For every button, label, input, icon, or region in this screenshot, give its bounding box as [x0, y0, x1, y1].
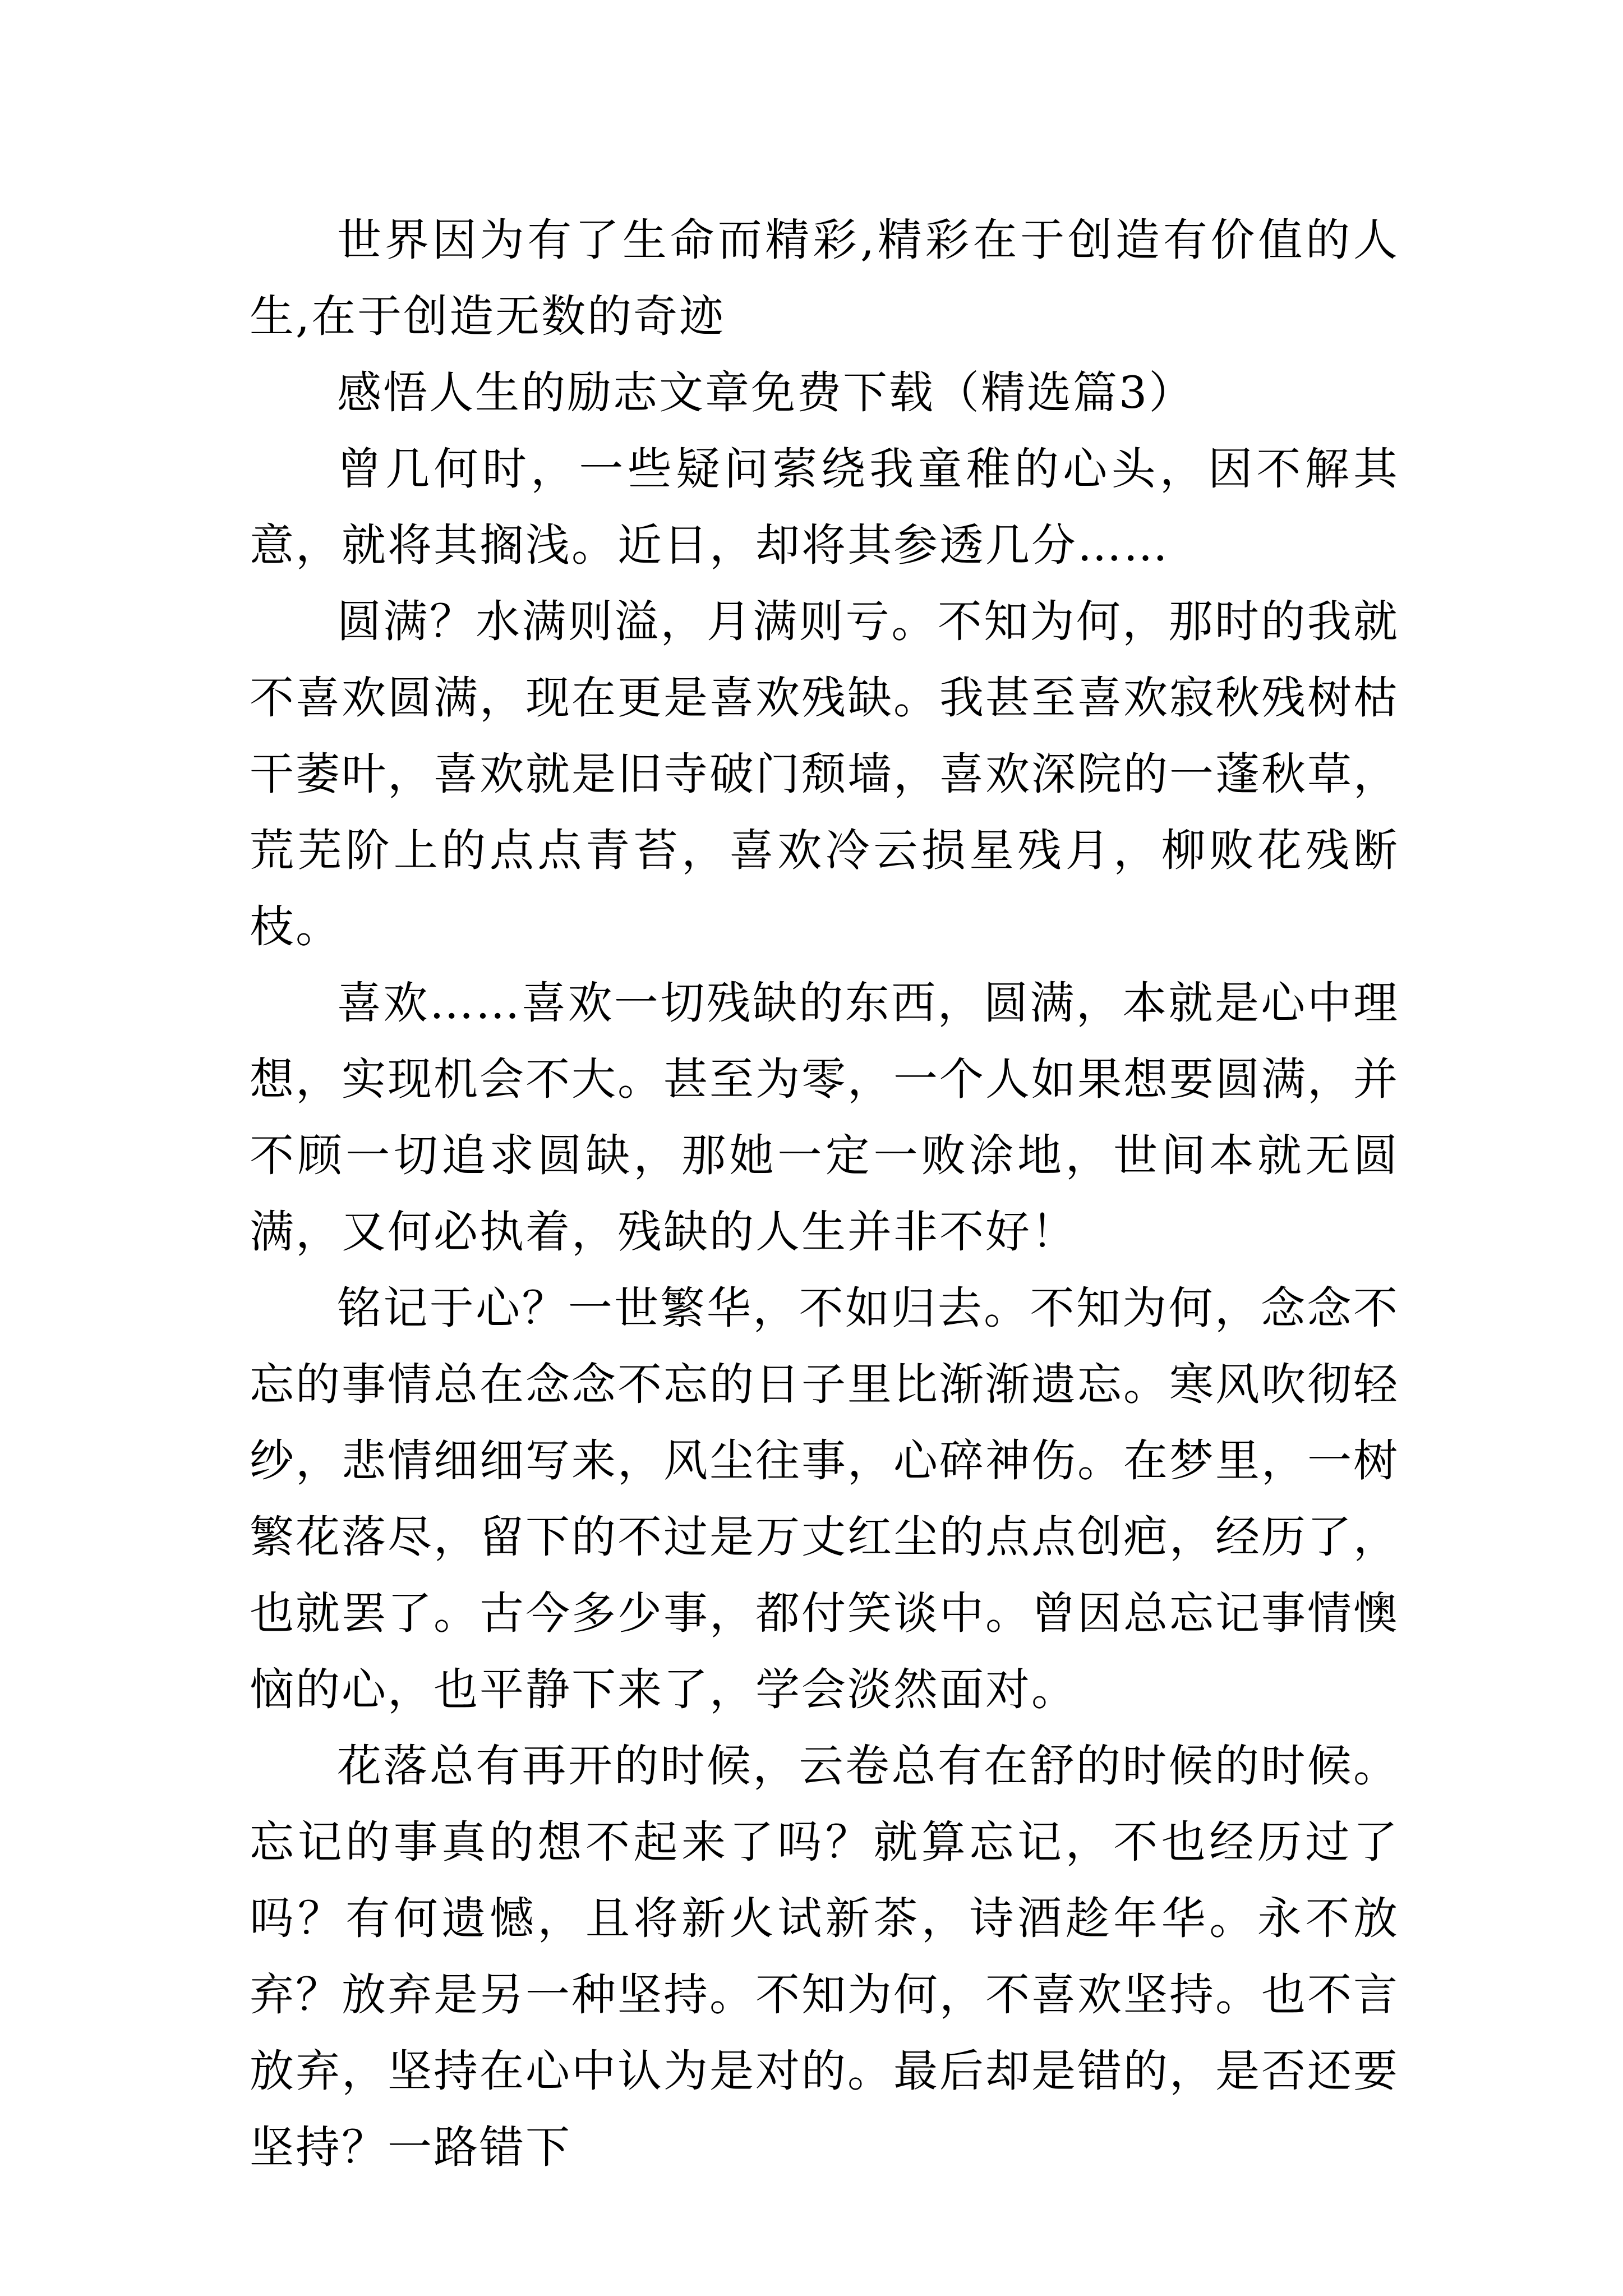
paragraph-intro: 世界因为有了生命而精彩,精彩在于创造有价值的人生,在于创造无数的奇迹	[250, 214, 1399, 342]
section-heading: 感悟人生的励志文章免费下载（精选篇3）	[337, 367, 1195, 418]
document-body	[250, 202, 1399, 2185]
paragraph-2: 圆满？水满则溢，月满则亏。不知为何，那时的我就不喜欢圆满，现在更是喜欢残缺。我甚至喜欢寂秋残树枯干萎叶，喜欢就是旧寺破门颓墙，喜欢深院的一蓬秋草，荒芜阶上的点点青苔，喜欢冷云损星残月，柳败花残断枝。	[250, 596, 1399, 953]
paragraph-3: 喜欢……喜欢一切残缺的东西，圆满，本就是心中理想，实现机会不大。甚至为零，一个人如果想要圆满，并不顾一切追求圆缺，那她一定一败涂地，世间本就无圆满，又何必执着，残缺的人生并非不好！	[250, 977, 1399, 1258]
paragraph-1: 曾几何时，一些疑问萦绕我童稚的心头，因不解其意，就将其搁浅。近日，却将其参透几分……	[250, 443, 1399, 571]
paragraph-5: 花落总有再开的时候，云卷总有在舒的时候的时候。忘记的事真的想不起来了吗？就算忘记，不也经历过了吗？有何遗憾，且将新火试新茶，诗酒趁年华。永不放弃？放弃是另一种坚持。不知为何，不喜欢坚持。也不言放弃，坚持在心中认为是对的。最后却是错的，是否还要坚持？一路错下	[250, 1740, 1399, 2173]
paragraph-4: 铭记于心？一世繁华，不如归去。不知为何，念念不忘的事情总在念念不忘的日子里比渐渐遗忘。寒风吹彻轻纱，悲情细细写来，风尘往事，心碎神伤。在梦里，一树繁花落尽，留下的不过是万丈红尘的点点创疤，经历了，也就罢了。古今多少事，都付笑谈中。曾因总忘记事情懊恼的心，也平静下来了，学会淡然面对。	[250, 1282, 1399, 1715]
